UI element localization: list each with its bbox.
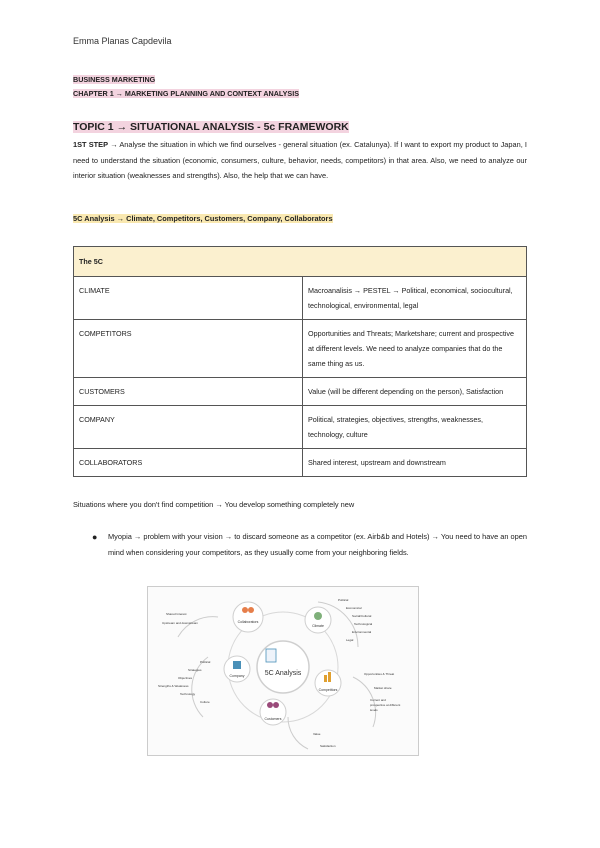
customers-icon-2 (273, 702, 279, 708)
label-political-climate: Political (338, 598, 349, 602)
bullet-dot-icon: ● (92, 532, 98, 542)
row-desc-collaborators: Shared interest, upstream and downstream (303, 449, 527, 477)
center-label: 5C Analysis (264, 670, 302, 677)
row-name-climate: CLIMATE (74, 277, 303, 320)
collaborators-icon-2 (248, 607, 254, 613)
table-row (74, 378, 527, 406)
node-label-competitors: Competitors (318, 688, 338, 692)
label-upstream: Upstream and downstream (162, 621, 199, 625)
label-culture: Culture (200, 700, 210, 704)
node-label-customers: Customers (264, 717, 282, 721)
node-label-collaborators: Collaborators (237, 620, 259, 624)
5c-table (73, 246, 527, 477)
table-header-row (74, 247, 527, 277)
document-icon (266, 649, 276, 662)
chapter-heading: CHAPTER 1 → MARKETING PLANNING AND CONTEXT ANALYSIS (73, 89, 300, 98)
situations-text: Situations where you don't find competition → You develop something completely new (73, 500, 355, 509)
row-name-company: COMPANY (74, 406, 303, 449)
5c-diagram (148, 587, 418, 755)
step-text: → Analyse the situation in which we find ourselves - general situation (ex. Catalunya). If I want to export my product to Japan, I need to understand the situation (economic, consumers, culture, behavior, needs, competitors) in that area. Also, we need to analyze our interior situation (weaknesses and strengths). Also, the help that we can have. (73, 140, 527, 181)
label-environmental: Environmental (352, 630, 372, 634)
label-social: Social/Cultural (352, 614, 372, 618)
myopia-bullet-text: Myopia → problem with your vision → to discard someone as a competitor (ex. Airb&b and Hotels) → You need to have an open mind when considering your competitors, as they usually come from your neighboring fields. (108, 532, 527, 557)
course-heading: BUSINESS MARKETING (73, 75, 156, 84)
climate-icon (314, 612, 322, 620)
row-name-competitors: COMPETITORS (74, 320, 303, 378)
author-name: Emma Planas Capdevila (73, 36, 172, 46)
row-desc-competitors: Opportunities and Threats; Marketshare; current and prospective at different levels. We need to analyze companies that do the same thing as us. (303, 320, 527, 378)
label-technological: Technological (354, 622, 373, 626)
label-opportunities: Opportunities & Threat (364, 672, 395, 676)
label-current: Current and (370, 698, 386, 702)
label-objectives: Objectives (178, 676, 193, 680)
label-strengths: Strengths & Weakness (158, 684, 189, 688)
label-shared: Shared Interest (166, 612, 187, 616)
competitors-icon-2 (328, 672, 331, 682)
first-step-paragraph (73, 137, 527, 184)
label-prospective: prospective at different (370, 703, 401, 707)
step-label: 1ST STEP (73, 140, 109, 149)
row-desc-climate: Macroanalisis → PESTEL → Political, economical, sociocultural, technological, environmental, legal (303, 277, 527, 320)
label-legal: Legal (346, 638, 354, 642)
collaborators-node (233, 602, 263, 632)
label-market: Market share (374, 686, 392, 690)
5c-subheading: 5C Analysis → Climate, Competitors, Customers, Company, Collaborators (73, 214, 333, 223)
table-row (74, 320, 527, 378)
customers-node (260, 699, 286, 725)
label-technology: Technology (180, 692, 196, 696)
row-desc-customers: Value (will be different depending on the person), Satisfaction (303, 378, 527, 406)
label-value: Value (313, 732, 321, 736)
competitors-icon (324, 675, 327, 682)
node-label-company: Company (229, 674, 245, 678)
customers-icon (267, 702, 273, 708)
collaborators-arc (178, 617, 218, 637)
row-name-customers: CUSTOMERS (74, 378, 303, 406)
center-circle (257, 641, 309, 693)
label-economical: Economical (346, 606, 362, 610)
table-header: The 5C (74, 247, 527, 277)
row-name-collaborators: COLLABORATORS (74, 449, 303, 477)
label-political-company: Political (200, 660, 211, 664)
topic-heading: TOPIC 1 → SITUATIONAL ANALYSIS - 5c FRAMEWORK (73, 121, 349, 133)
table-row (74, 449, 527, 477)
company-arc (192, 657, 208, 717)
company-icon (233, 661, 241, 669)
label-satisfaction: Satisfaction (320, 744, 336, 748)
collaborators-icon (242, 607, 248, 613)
row-desc-company: Political, strategies, objectives, strengths, weaknesses, technology, culture (303, 406, 527, 449)
label-levels: levels (370, 708, 378, 712)
table-row (74, 277, 527, 320)
5c-analysis-figure (147, 586, 419, 756)
label-strategies: Strategies (188, 668, 202, 672)
competitors-arc (353, 677, 376, 727)
table-row (74, 406, 527, 449)
node-label-climate: Climate (312, 624, 324, 628)
